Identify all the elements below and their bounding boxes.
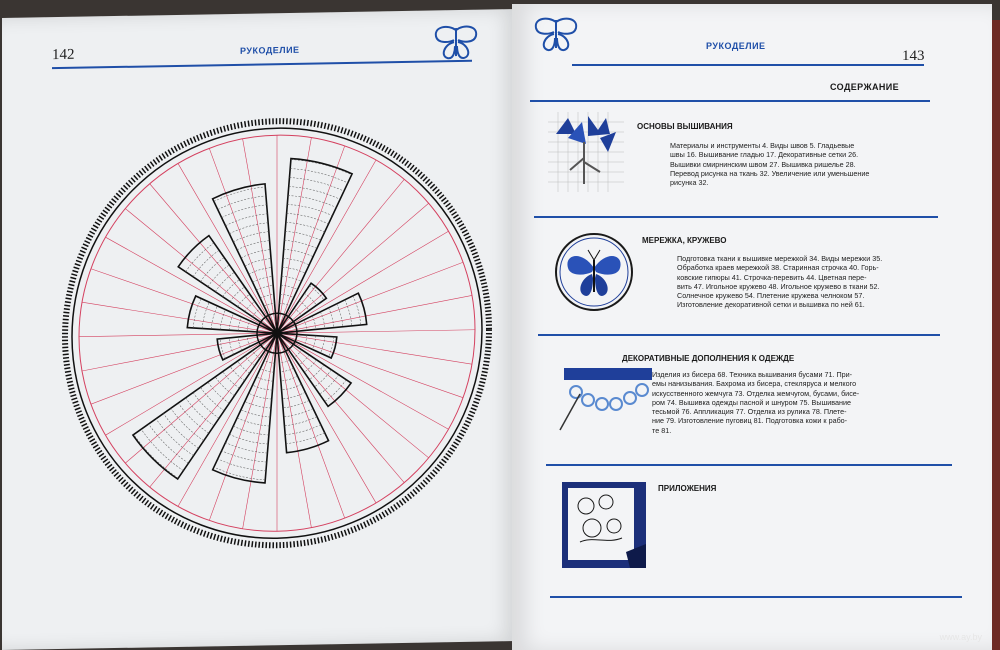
- left-running-head: РУКОДЕЛИЕ: [240, 44, 300, 56]
- toc-heading: СОДЕРЖАНИЕ: [830, 82, 900, 92]
- right-page-number: 143: [902, 48, 925, 64]
- section-rule: [534, 216, 938, 218]
- toc-section-title: ПРИЛОЖЕНИЯ: [658, 484, 717, 493]
- left-header-rule: [52, 60, 472, 69]
- floral-embroidery-icon: [562, 482, 646, 568]
- toc-section-title: ОСНОВЫ ВЫШИВАНИЯ: [637, 122, 733, 131]
- cornflower-cross-stitch-icon: [548, 112, 624, 192]
- toc-section-title: ДЕКОРАТИВНЫЕ ДОПОЛНЕНИЯ К ОДЕЖДЕ: [622, 354, 795, 363]
- toc-section-title: МЕРЕЖКА, КРУЖЕВО: [642, 236, 727, 245]
- butterfly-icon: [430, 22, 482, 65]
- section-rule: [538, 334, 940, 336]
- left-page: [2, 9, 518, 650]
- butterfly-icon: [530, 14, 582, 56]
- watermark: www.ay.by: [939, 632, 982, 642]
- toc-rule: [530, 100, 930, 102]
- toc-section-body: Материалы и инструменты 4. Виды швов 5. Гладьевые швы 16. Вышивание гладью 17. Декоративные сетки 26. Вышивки смирнинским швом 27. Вышивка ришелье 28. Перевод рисунка на ткань 32. Увеличение или уменьшение рисунка 32.: [670, 141, 870, 188]
- toc-section-body: Подготовка ткани к вышивке мережкой 34. Виды мережки 35. Обработка краев мережкой 38. Старинная строчка 40. Горь- ковские гипюры 41. Строчка-перевить 44. Цветная пере- вить 47. Игольное кружево 48. Игольное кружево в ткани 52. Солнечное кружево 54. Плетение кружева челноком 57. Изготовление декоративной сетки и вышивка по ней 61.: [677, 254, 883, 310]
- beaded-necklace-icon: [556, 364, 656, 434]
- toc-section-body: Изделия из бисера 68. Техника вышивания бусами 71. При- емы нанизывания. Бахрома из бисера, стекляруса и мелкого искусственного жемчуга 73. Отделка жемчугом, бусами, бисе- ром 74. Вышивка одежды пасной и шнуром 75. Вышивание тесьмой 76. Аппликация 77. Отделка из рулика 78. Плете- ние 79. Изготовление пуговиц 81. Подготовка кожи к рабо- те 81.: [652, 370, 860, 435]
- section-rule: [550, 596, 962, 598]
- radial-lace-pattern: [57, 109, 497, 557]
- butterfly-lace-medallion-icon: [552, 230, 636, 314]
- section-rule: [546, 464, 952, 466]
- left-page-number: 142: [52, 46, 75, 64]
- right-running-head: РУКОДЕЛИЕ: [706, 41, 766, 51]
- right-page: [512, 4, 992, 650]
- right-header-rule: [572, 64, 924, 66]
